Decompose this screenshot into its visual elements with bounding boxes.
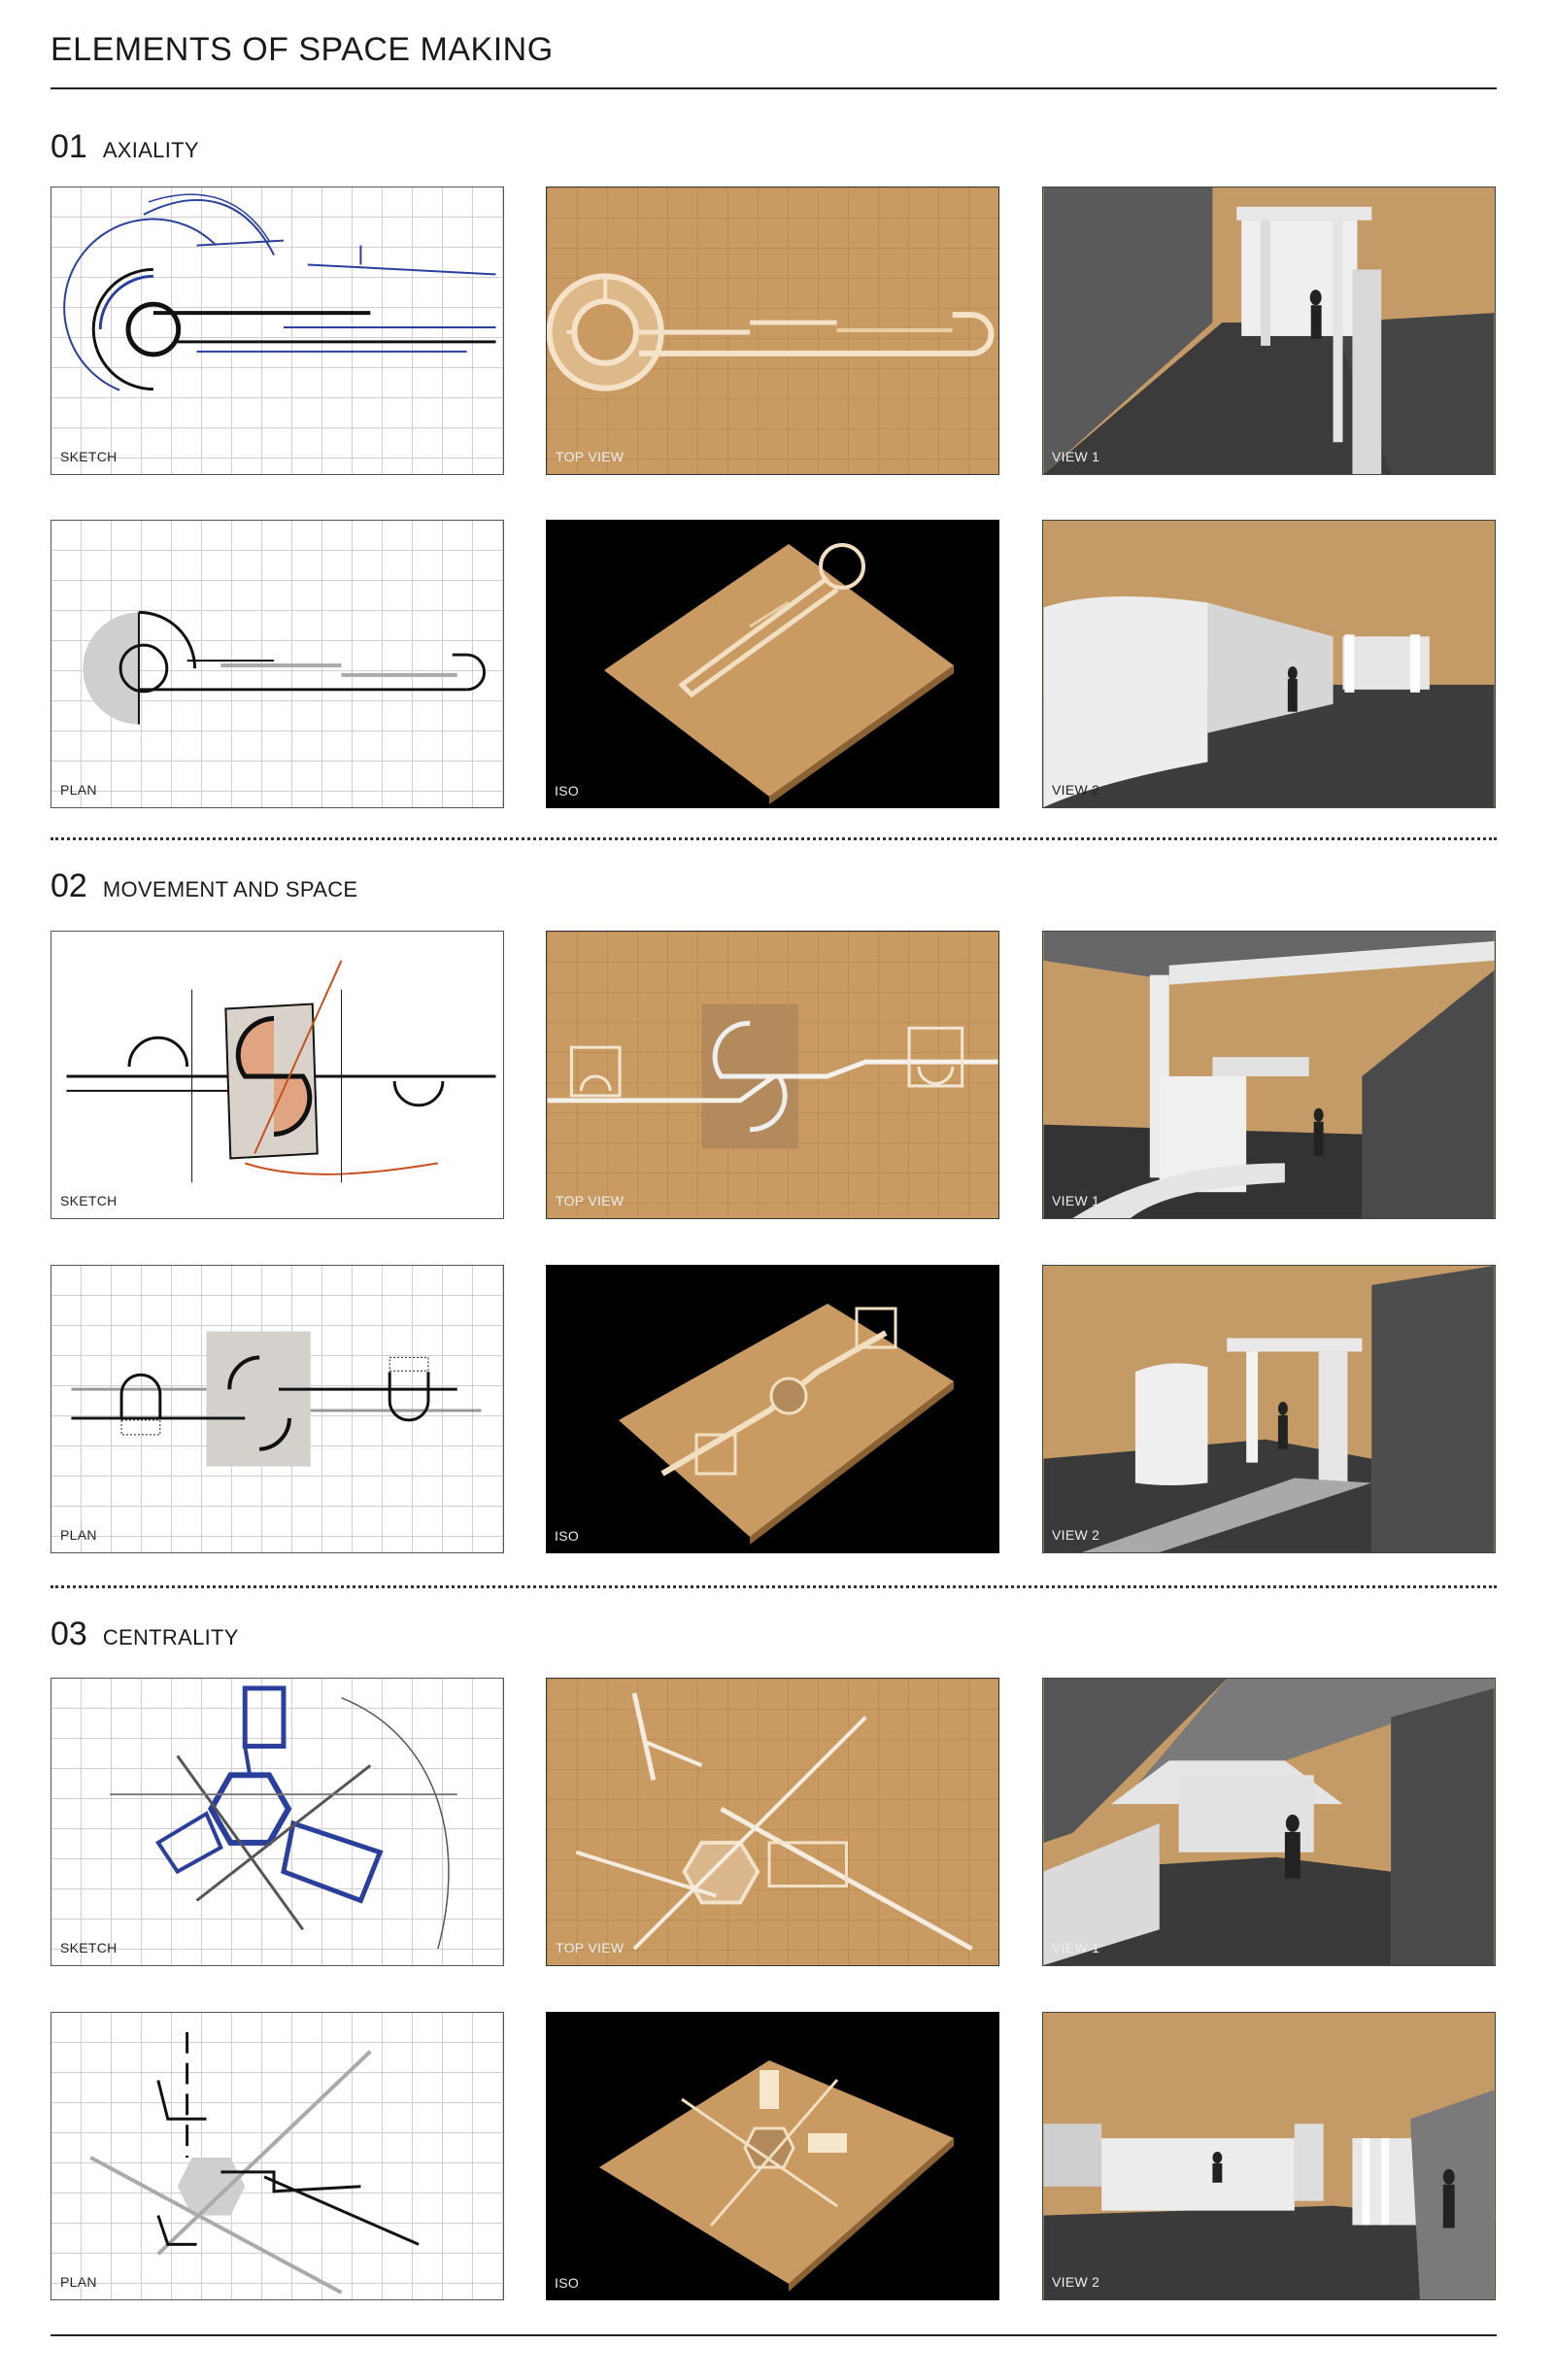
- panel-caption: SKETCH: [60, 449, 118, 464]
- section-number: 01: [51, 128, 87, 165]
- panel-caption: TOP VIEW: [556, 1940, 625, 1955]
- axiality-plan-drawing: [51, 521, 503, 807]
- movement-render-view-2: [1043, 1266, 1495, 1552]
- iso-panel: [546, 1265, 999, 1553]
- section-header: [51, 1615, 239, 1653]
- panel-caption: ISO: [555, 783, 580, 799]
- movement-render-view-1: [1043, 932, 1495, 1218]
- plan-panel: [51, 520, 504, 808]
- title-rule: [51, 87, 1497, 89]
- axiality-model-top-view: [547, 187, 998, 474]
- plan-panel: [51, 1265, 504, 1553]
- sketch-panel: [51, 931, 504, 1219]
- panel-caption: ISO: [555, 2275, 580, 2291]
- page-title: ELEMENTS OF SPACE MAKING: [51, 31, 554, 68]
- axiality-model-iso: [546, 520, 999, 808]
- centrality-render-view-1: [1043, 1679, 1495, 1965]
- panel-caption: VIEW 2: [1052, 2274, 1100, 2290]
- axiality-sketch-drawing: [51, 187, 503, 474]
- top-view-panel: [546, 931, 999, 1219]
- centrality-model-top-view: [547, 1679, 998, 1965]
- sketch-panel: [51, 1678, 504, 1966]
- panel-caption: SKETCH: [60, 1193, 118, 1208]
- axiality-render-view-1: [1043, 187, 1495, 474]
- section-number: 02: [51, 867, 87, 904]
- top-view-panel: [546, 1678, 999, 1966]
- section-header: [51, 867, 357, 905]
- panel-caption: ISO: [555, 1528, 580, 1544]
- section-header: [51, 128, 199, 166]
- centrality-model-iso: [546, 2012, 999, 2300]
- sketch-panel: [51, 187, 504, 475]
- movement-sketch-drawing: [51, 932, 503, 1218]
- centrality-sketch-drawing: [51, 1679, 503, 1965]
- centrality-plan-drawing: [51, 2013, 503, 2299]
- centrality-render-view-2: [1043, 2013, 1495, 2299]
- top-view-panel: [546, 187, 999, 475]
- view-2-panel: [1042, 520, 1496, 808]
- view-1-panel: [1042, 187, 1496, 475]
- axiality-render-view-2: [1043, 521, 1495, 807]
- iso-panel: [546, 2012, 999, 2300]
- plan-panel: [51, 2012, 504, 2300]
- section-divider: [51, 1585, 1497, 1588]
- iso-panel: [546, 520, 999, 808]
- panel-caption: VIEW 1: [1052, 449, 1100, 464]
- bottom-rule: [51, 2334, 1497, 2336]
- view-2-panel: [1042, 2012, 1496, 2300]
- view-1-panel: [1042, 931, 1496, 1219]
- section-divider: [51, 837, 1497, 840]
- panel-caption: VIEW 2: [1052, 1527, 1100, 1543]
- panel-caption: PLAN: [60, 1527, 97, 1543]
- view-1-panel: [1042, 1678, 1496, 1966]
- panel-caption: TOP VIEW: [556, 449, 625, 464]
- movement-model-top-view: [547, 932, 998, 1218]
- panel-caption: VIEW 2: [1052, 782, 1100, 798]
- section-name: MOVEMENT AND SPACE: [102, 877, 358, 901]
- panel-caption: PLAN: [60, 782, 97, 798]
- panel-caption: PLAN: [60, 2274, 97, 2290]
- section-name: CENTRALITY: [102, 1625, 239, 1649]
- panel-caption: VIEW 1: [1052, 1193, 1100, 1208]
- movement-model-iso: [546, 1265, 999, 1553]
- movement-plan-drawing: [51, 1266, 503, 1552]
- section-name: AXIALITY: [102, 138, 199, 162]
- view-2-panel: [1042, 1265, 1496, 1553]
- panel-caption: TOP VIEW: [556, 1193, 625, 1208]
- panel-caption: SKETCH: [60, 1940, 118, 1955]
- panel-caption: VIEW 1: [1052, 1940, 1100, 1955]
- section-number: 03: [51, 1615, 87, 1652]
